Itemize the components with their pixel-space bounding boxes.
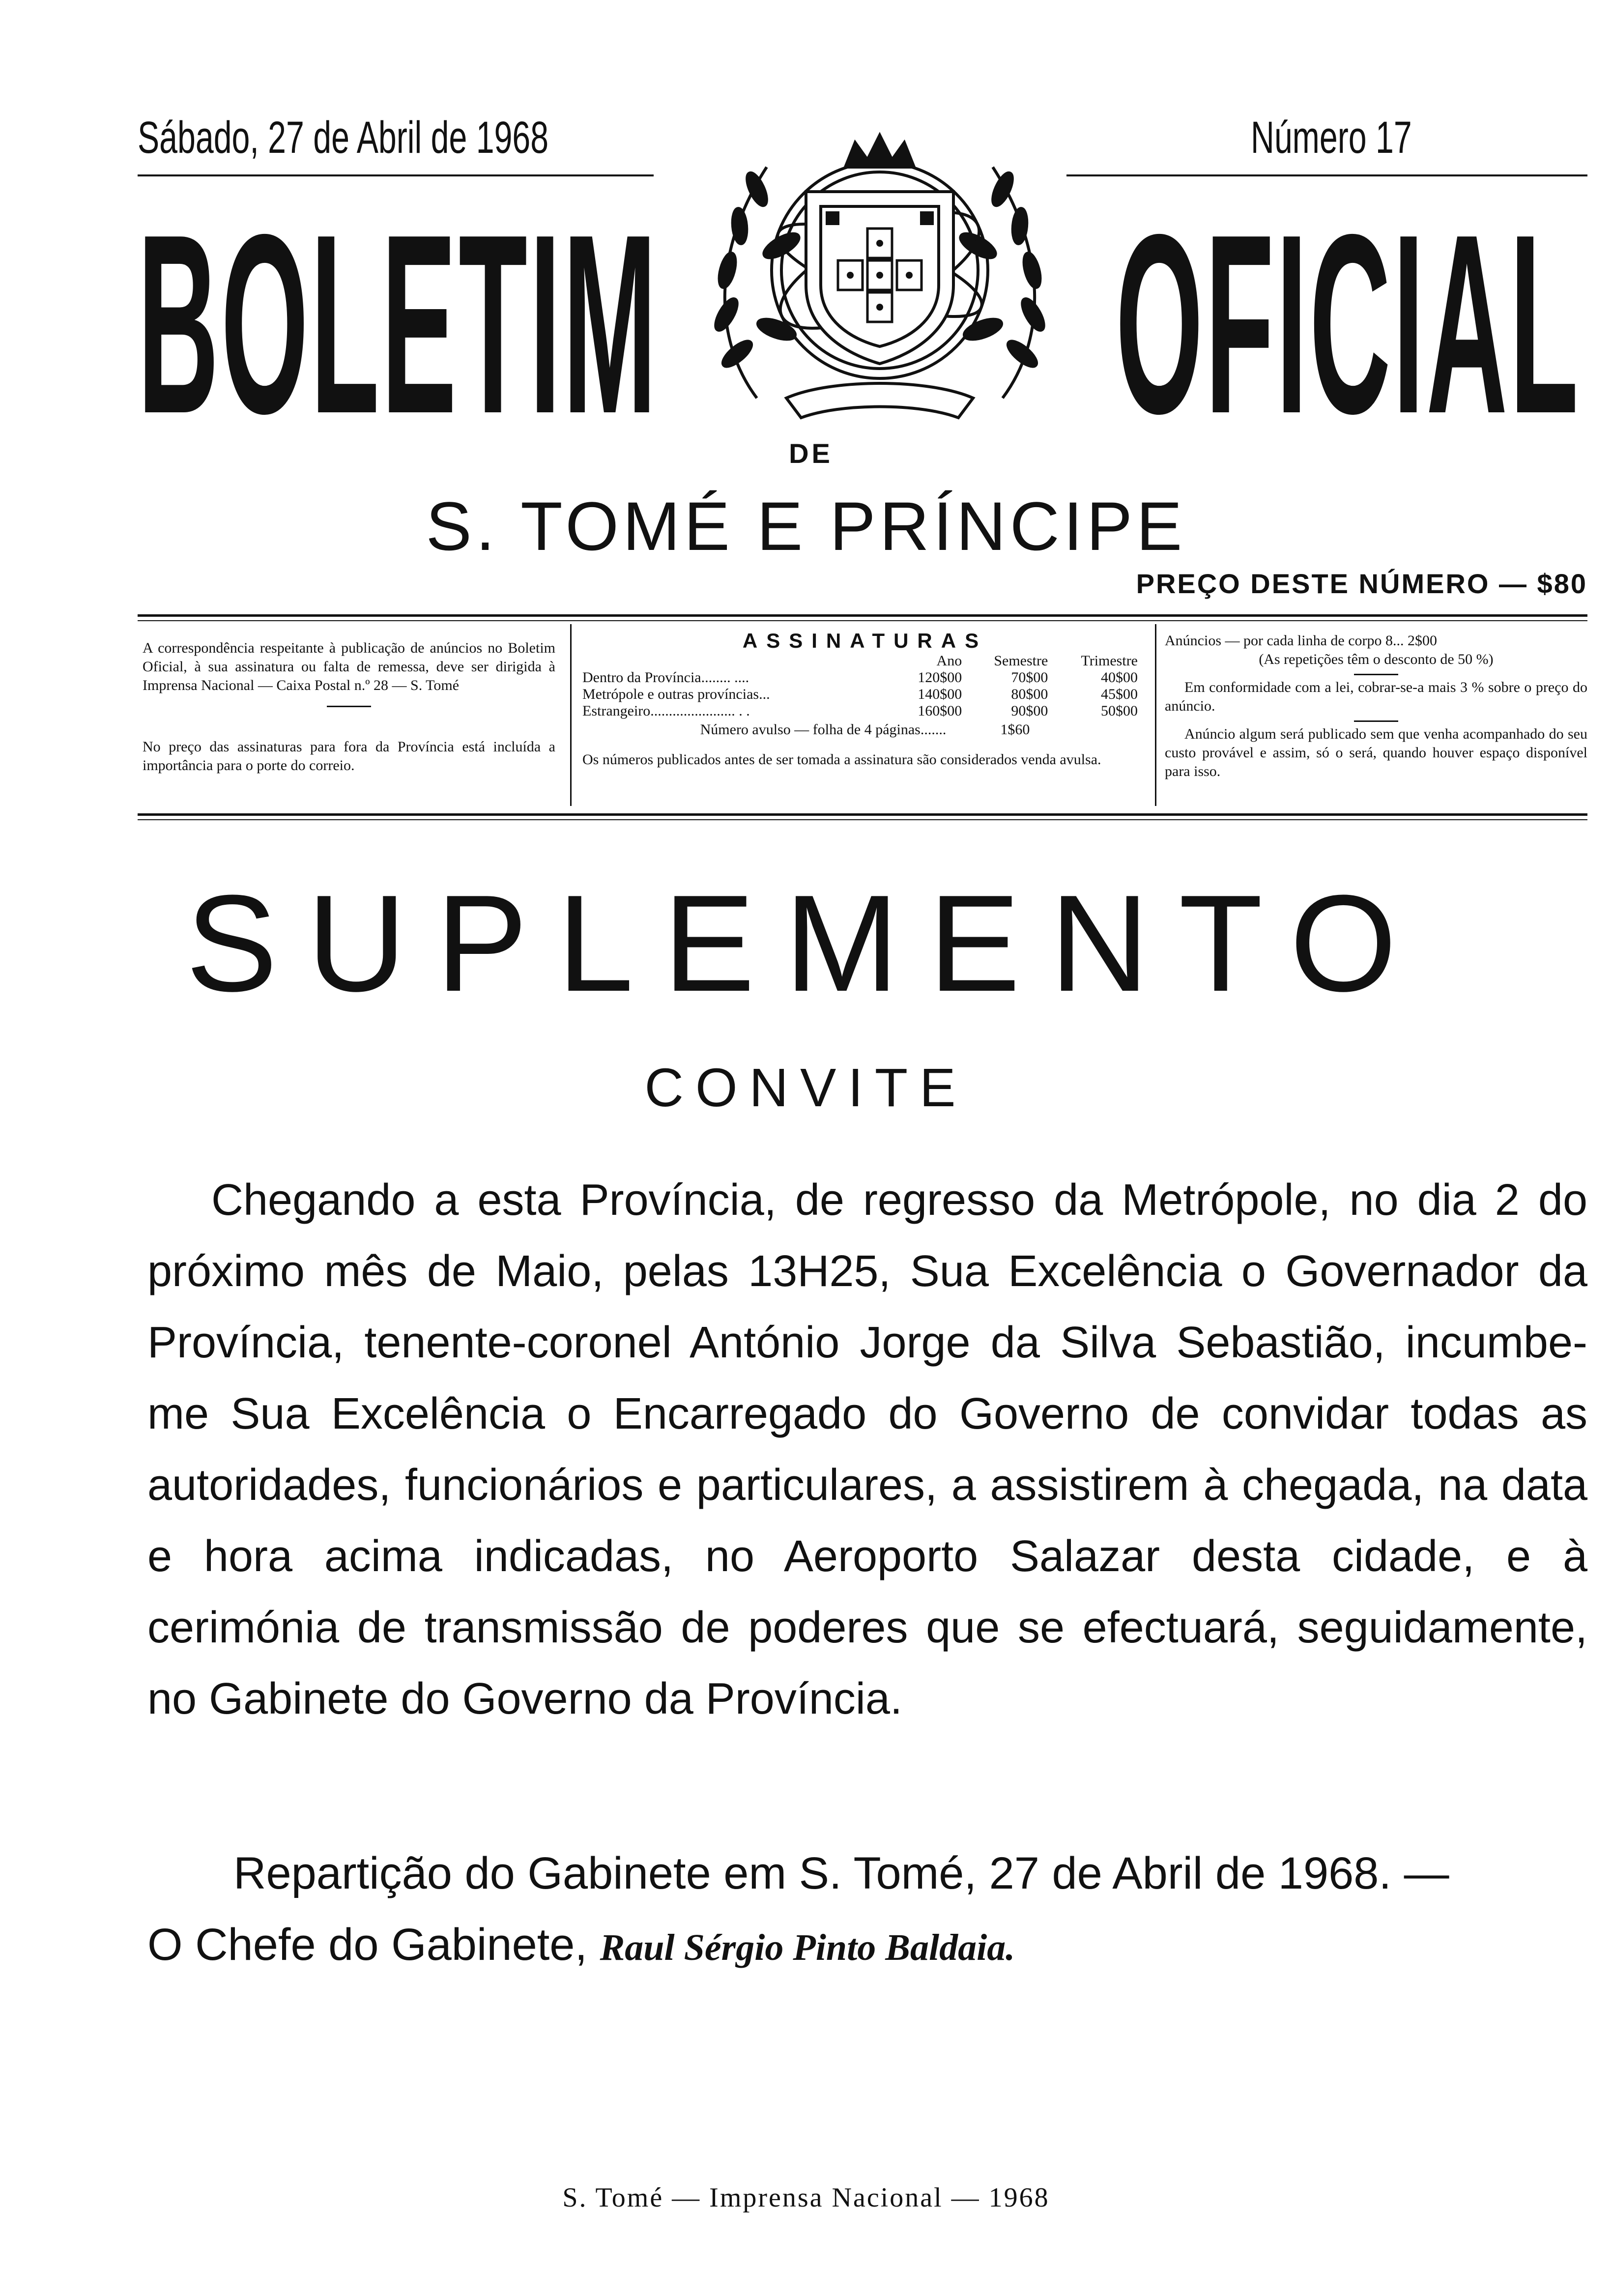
subscriptions-title: ASSINATURAS <box>742 629 988 652</box>
issue-price: PREÇO DESTE NÚMERO — $80 <box>1136 568 1587 599</box>
info-top-rule <box>138 614 1587 617</box>
place-date-line: Repartição do Gabinete em S. Tomé, 27 de Abril de 1968. — <box>233 1848 1449 1898</box>
column-separator <box>1354 674 1398 675</box>
single-copy-label: Número avulso — folha de 4 páginas....... <box>700 721 947 738</box>
table-row <box>582 703 1148 719</box>
signoff-block <box>147 1838 1587 1983</box>
correspondence-column <box>143 639 555 775</box>
masthead-left-title: BOLETIM <box>138 181 659 467</box>
postage-note: No preço das assinaturas para fora da Província está incluída a importância para o porte do correio. <box>143 739 555 774</box>
ads-column <box>1165 631 1587 781</box>
table-row <box>582 686 1148 703</box>
table-cell: Metrópole e outras províncias... <box>582 686 770 702</box>
table-cell: 160$00 <box>918 703 962 719</box>
table-cell: 120$00 <box>918 669 962 686</box>
coat-of-arms-icon <box>683 123 1076 428</box>
table-cell: Dentro da Província........ .... <box>582 669 749 686</box>
info-divider-1 <box>570 624 572 806</box>
ad-law-note: Em conformidade com a lei, cobrar-se-a mais 3 % sobre o preço do anúncio. <box>1165 679 1587 714</box>
invitation-body: Chegando a esta Província, de regresso da Metrópole, no dia 2 do próximo mês de Maio, pelas 13H25, Sua Excelência o Governador da Província, tenente-coronel António Jorge da Silva Sebastião, incumbe-me Sua Excelência o Encarregado do Governo de convidar todas as autoridades, funcionários e particulares, a assistirem à chegada, na data e hora acima indicadas, no Aeroporto Salazar desta cidade, e à cerimónia de transmissão de poderes que se efectuará, seguidamente, no Gabinete do Governo da Província. <box>147 1176 1587 1723</box>
correspondence-text: A correspondência respeitante à publicação de anúncios no Boletim Oficial, à sua assinatura ou falta de remessa, deve ser dirigida à Imprensa Nacional — Caixa Postal n.º 28 — S. Tomé <box>143 640 555 693</box>
supplement-title: SUPLEMENTO <box>185 867 1427 1020</box>
table-cell: 140$00 <box>918 686 962 702</box>
table-header-row <box>582 653 1148 669</box>
chief-name: Raul Sérgio Pinto Baldaia. <box>600 1927 1015 1968</box>
province-name: S. TOMÉ E PRÍNCIPE <box>426 488 1186 565</box>
column-separator <box>1354 720 1398 722</box>
info-bottom-rule <box>138 813 1587 816</box>
issue-date: Sábado, 27 de Abril de 1968 <box>138 113 549 163</box>
table-row <box>582 669 1148 686</box>
ad-price-line: Anúncios — por cada linha de corpo 8... 2$00 <box>1165 632 1438 649</box>
table-header: Semestre <box>994 653 1048 669</box>
table-cell: 90$00 <box>1011 703 1048 719</box>
table-cell: 50$00 <box>1101 703 1138 719</box>
table-header: Trimestre <box>1081 653 1138 669</box>
signature-line <box>147 1909 1587 1983</box>
masthead-de: DE <box>789 438 833 469</box>
table-header <box>582 653 899 669</box>
info-top-rule-thin <box>138 620 1587 621</box>
chief-title: O Chefe do Gabinete, <box>147 1920 588 1970</box>
subscriptions-column <box>582 629 1148 769</box>
back-issues-note: Os números publicados antes de ser tomada a assinatura são considerados venda avulsa. <box>582 751 1101 768</box>
issue-number: Número 17 <box>1251 113 1412 163</box>
table-cell: 40$00 <box>1101 669 1138 686</box>
table-header: Ano <box>936 653 962 669</box>
info-divider-2 <box>1155 624 1156 806</box>
table-cell: 80$00 <box>1011 686 1048 702</box>
date-underline <box>138 174 654 176</box>
invitation-heading: CONVITE <box>644 1058 968 1118</box>
table-cell: 70$00 <box>1011 669 1048 686</box>
ad-repeat-discount: (As repetições têm o desconto de 50 %) <box>1259 651 1494 667</box>
table-cell: Estrangeiro....................... . . <box>582 703 750 719</box>
column-separator <box>327 706 371 707</box>
masthead-right-title: OFICIAL <box>1116 181 1581 467</box>
ad-payment-note: Anúncio algum será publicado sem que venha acompanhado do seu custo provável e assim, só o será, quando houver espaço disponível para isso. <box>1165 726 1587 779</box>
number-underline <box>1066 174 1587 176</box>
subscriptions-table <box>582 653 1148 719</box>
info-bottom-rule-thin <box>138 819 1587 820</box>
printer-footer: S. Tomé — Imprensa Nacional — 1968 <box>562 2182 1050 2213</box>
table-cell: 45$00 <box>1101 686 1138 702</box>
single-copy-price <box>582 721 1148 738</box>
single-copy-value: 1$60 <box>1000 721 1030 738</box>
